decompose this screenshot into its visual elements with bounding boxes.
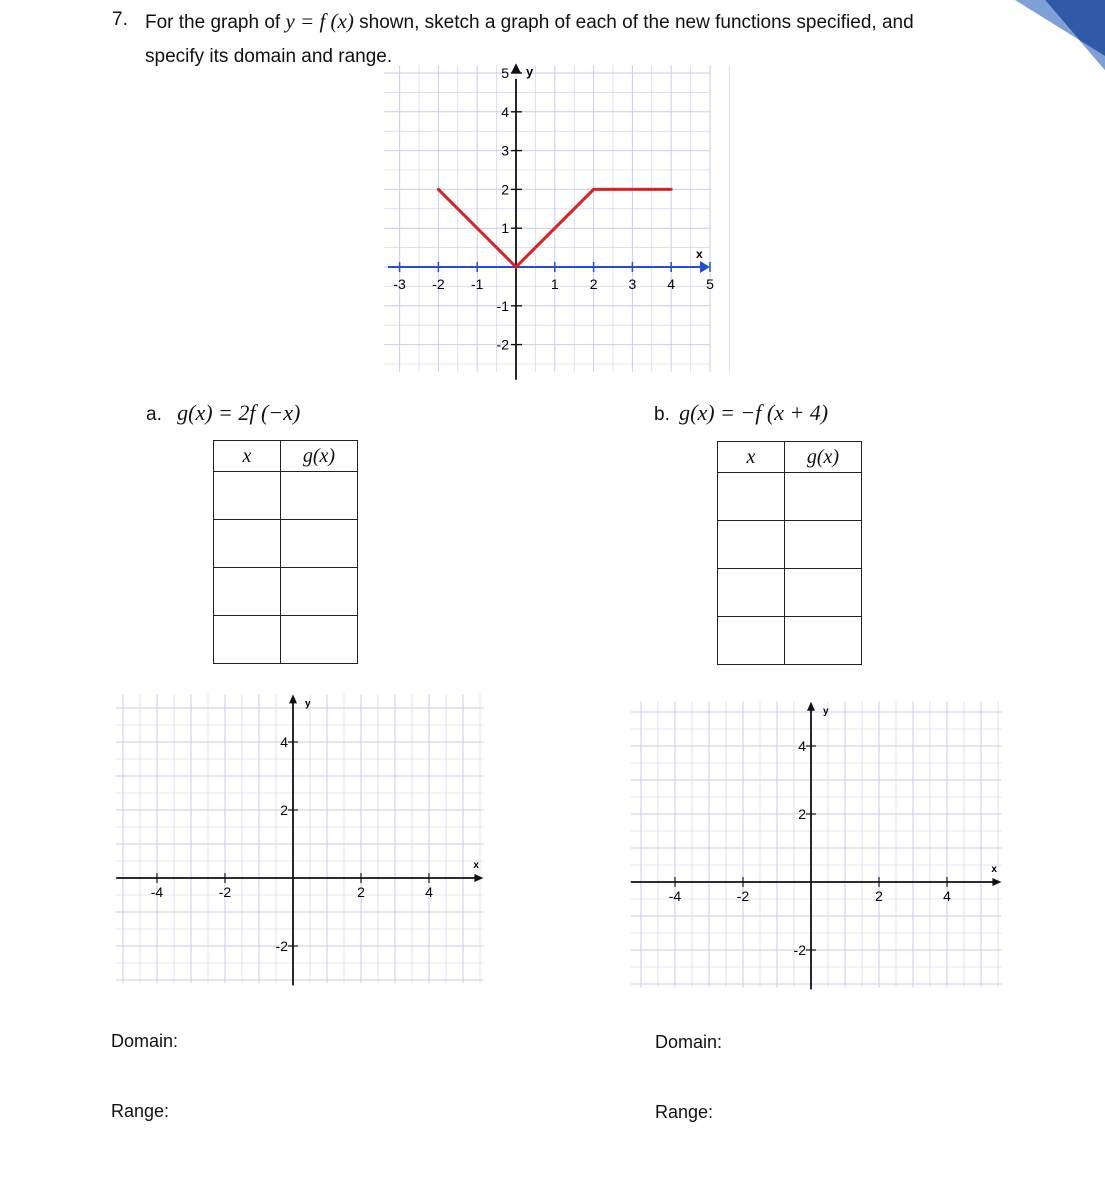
- part-b-value-table: [717, 441, 862, 665]
- question-line-1: [145, 9, 914, 34]
- x-tick-label: 3: [628, 276, 637, 292]
- x-tick-label: -2: [218, 884, 232, 900]
- x-tick-label: 2: [357, 884, 365, 900]
- y-tick-label: -1: [496, 297, 509, 314]
- table-cell[interactable]: [214, 568, 281, 616]
- x-tick-label: 4: [667, 276, 676, 292]
- data-point: [592, 188, 595, 191]
- x-tick-label: -2: [736, 888, 750, 904]
- given-function-graph: [380, 64, 725, 380]
- x-tick-label: 2: [589, 276, 598, 292]
- question-pre-text: For the graph of: [145, 12, 281, 33]
- table-cell[interactable]: [214, 472, 281, 520]
- table-cell[interactable]: [281, 616, 358, 664]
- x-axis-arrow-icon: [992, 878, 1001, 886]
- y-tick-label: -2: [496, 336, 509, 353]
- part-a-header-gx: g(x): [281, 441, 358, 472]
- y-tick-label: -2: [275, 938, 288, 954]
- x-axis-arrow-icon: [700, 261, 710, 273]
- x-tick-label: 5: [706, 276, 714, 292]
- data-point: [670, 188, 673, 191]
- y-tick-label: 2: [798, 806, 806, 822]
- x-tick-label: -4: [668, 888, 682, 904]
- question-line-2: specify its domain and range.: [145, 46, 393, 67]
- part-b-header-x: x: [718, 442, 785, 473]
- question-number: 7.: [112, 9, 128, 30]
- table-cell[interactable]: [785, 569, 862, 617]
- part-b-heading: [654, 400, 828, 426]
- table-cell[interactable]: [718, 473, 785, 521]
- x-axis-arrow-icon: [474, 874, 483, 882]
- x-axis-label: x: [991, 864, 997, 875]
- x-tick-label: 2: [875, 888, 883, 904]
- y-tick-label: 1: [501, 220, 509, 237]
- table-cell[interactable]: [214, 616, 281, 664]
- y-tick-label: 4: [280, 734, 288, 750]
- y-tick-label: 5: [501, 65, 509, 81]
- part-a-heading: [146, 400, 300, 426]
- table-cell[interactable]: [281, 568, 358, 616]
- part-b-range-label: Range:: [655, 1102, 714, 1122]
- part-b-answer-grid[interactable]: [625, 695, 1005, 995]
- table-cell[interactable]: [785, 473, 862, 521]
- table-cell[interactable]: [214, 520, 281, 568]
- page-corner-decoration: [1015, 0, 1105, 70]
- data-point: [515, 266, 518, 269]
- part-a-function: g(x) = 2f (−x): [177, 400, 301, 425]
- part-b-domain-label: Domain:: [655, 1032, 723, 1052]
- y-tick-label: 2: [501, 181, 509, 198]
- table-cell[interactable]: [785, 617, 862, 665]
- part-a-label: a.: [146, 404, 162, 425]
- part-a-value-table: [213, 440, 358, 664]
- part-a-range-label: Range:: [111, 1101, 170, 1121]
- x-axis-label: x: [473, 860, 479, 871]
- table-cell[interactable]: [718, 569, 785, 617]
- y-tick-label: 4: [798, 738, 806, 754]
- y-tick-label: 2: [280, 802, 288, 818]
- part-a-domain-label: Domain:: [111, 1031, 179, 1051]
- part-a-header-x: x: [214, 441, 281, 472]
- table-cell[interactable]: [718, 617, 785, 665]
- x-tick-label: 4: [425, 884, 433, 900]
- table-cell[interactable]: [785, 521, 862, 569]
- x-tick-label: -2: [432, 276, 445, 292]
- part-b-function: g(x) = −f (x + 4): [679, 400, 829, 425]
- y-axis-label: y: [526, 64, 534, 79]
- x-tick-label: 4: [943, 888, 951, 904]
- table-cell[interactable]: [718, 521, 785, 569]
- y-axis-arrow-icon: [807, 702, 815, 711]
- x-tick-label: 1: [550, 276, 559, 292]
- y-axis-label: y: [823, 705, 829, 717]
- x-tick-label: -4: [150, 884, 164, 900]
- x-axis-label: x: [696, 247, 703, 261]
- table-cell[interactable]: [281, 472, 358, 520]
- x-tick-label: -3: [393, 276, 406, 292]
- question-expression: y = f (x): [285, 9, 354, 33]
- table-cell[interactable]: [281, 520, 358, 568]
- y-tick-label: 4: [501, 103, 509, 120]
- y-axis-arrow-icon: [289, 694, 297, 703]
- y-axis-label: y: [305, 698, 311, 710]
- part-b-label: b.: [654, 404, 670, 425]
- question-post-text: shown, sketch a graph of each of the new functions specified, and: [359, 12, 914, 33]
- x-tick-label: -1: [470, 276, 484, 292]
- part-b-header-gx: g(x): [785, 442, 862, 473]
- y-tick-label: 3: [501, 142, 509, 159]
- data-point: [437, 188, 440, 191]
- y-tick-label: -2: [793, 942, 806, 958]
- y-axis-arrow-icon: [511, 63, 521, 73]
- part-a-answer-grid[interactable]: [110, 690, 490, 990]
